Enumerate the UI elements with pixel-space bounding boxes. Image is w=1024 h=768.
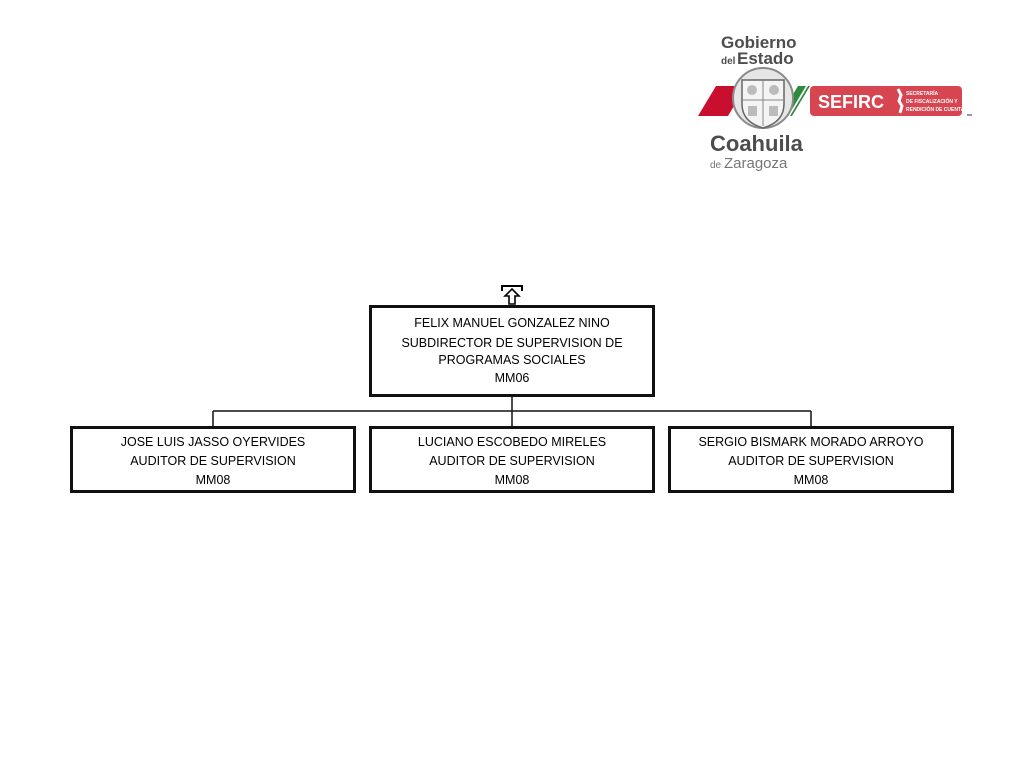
head-title: SUBDIRECTOR DE SUPERVISION DE PROGRAMAS SOCIALES [401, 336, 623, 367]
agency-desc-3: RENDICIÓN DE CUENTAS [906, 107, 968, 113]
sub-code: MM08 [195, 473, 231, 487]
org-node-head[interactable] [369, 305, 655, 397]
logo-line2: Estado [737, 49, 794, 68]
org-node-sub-1[interactable] [70, 426, 356, 493]
sub-code: MM08 [494, 473, 530, 487]
logo-state: Coahuila [710, 131, 803, 156]
sub-title: AUDITOR DE SUPERVISION [728, 454, 894, 468]
sub-name: LUCIANO ESCOBEDO MIRELES [417, 435, 607, 449]
sub-name: SERGIO BISMARK MORADO ARROYO [698, 435, 924, 449]
agency-desc-1: SECRETARÍA [906, 91, 939, 97]
sub-title: AUDITOR DE SUPERVISION [429, 454, 595, 468]
org-node-sub-2[interactable] [369, 426, 655, 493]
head-name: FELIX MANUEL GONZALEZ NINO [414, 316, 610, 330]
logo-state-sub-small: de [710, 160, 722, 171]
sub-code: MM08 [793, 473, 829, 487]
org-node-sub-3[interactable] [668, 426, 954, 493]
head-code: MM06 [494, 371, 530, 385]
logo-line2-small: del [721, 56, 736, 67]
sub-name: JOSE LUIS JASSO OYERVIDES [120, 435, 306, 449]
agency-name: SEFIRC [818, 92, 885, 112]
sub-title: AUDITOR DE SUPERVISION [130, 454, 296, 468]
logo-state-sub: Zaragoza [724, 155, 788, 172]
agency-desc-2: DE FISCALIZACIÓN Y [906, 99, 958, 105]
logo-line1: Gobierno [721, 33, 797, 52]
